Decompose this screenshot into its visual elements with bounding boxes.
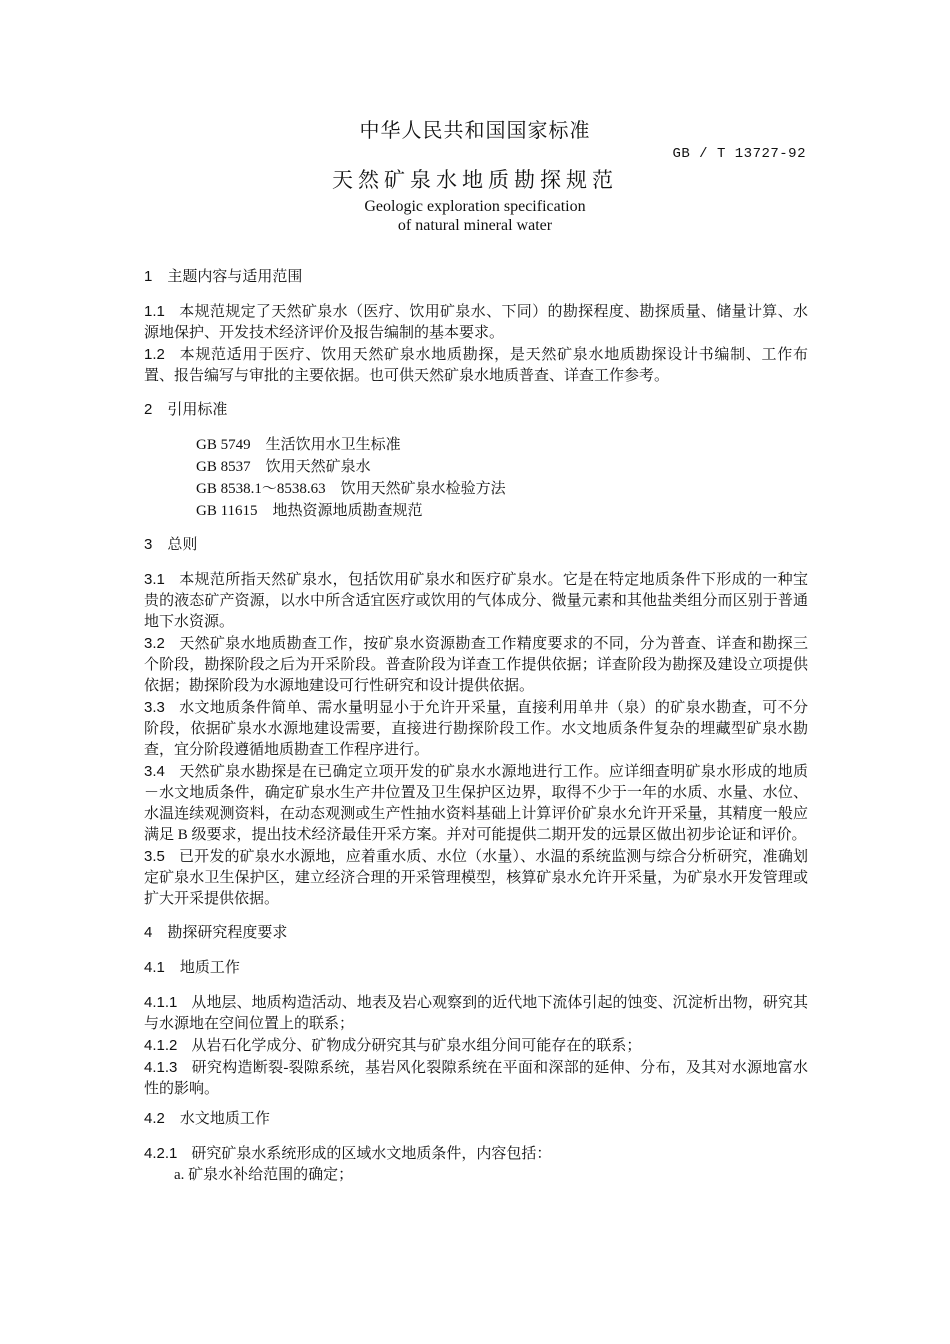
clause-3-4 — [144, 761, 808, 846]
reference-item: GB 8538.1～8538.63 饮用天然矿泉水检验方法 — [196, 481, 506, 497]
clause-number: 3.4 — [144, 763, 165, 780]
clause-number: 3.3 — [144, 699, 165, 716]
clause-text: 天然矿泉水勘探是在已确定立项开发的矿泉水水源地进行工作。应详细查明矿泉水形成的地质－水文地质条件，确定矿泉水生产井位置及卫生保护区边界，取得不少于一年的水质、水量、水位、水温连续观测资料，在动态观测或生产性抽水资料基础上计算评价矿泉水允许开采量，其精度一般应满足 B 级要求，提出技术经济最佳开采方案。并对可能提供二期开发的远景区做出初步论证和评价。 — [144, 764, 808, 843]
document-title: 天然矿泉水地质勘探规范 — [332, 169, 618, 192]
reference-item: GB 5749 生活饮用水卫生标准 — [196, 437, 401, 453]
english-title-line-2: of natural mineral water — [397, 217, 553, 234]
clause-text: 从岩石化学成分、矿物成分研究其与矿泉水组分间可能存在的联系； — [191, 1038, 642, 1054]
clause-number: 4.1.3 — [144, 1059, 178, 1076]
clause-text: 本规范所指天然矿泉水，包括饮用矿泉水和医疗矿泉水。它是在特定地质条件下形成的一种宝贵的液态矿产资源，以水中所含适宜医疗或饮用的气体成分、微量元素和其他盐类组分而区别于普通地下水资源。 — [144, 572, 808, 630]
subsection-4-2-heading: 4.2 水文地质工作 — [144, 1110, 270, 1127]
clause-text: 从地层、地质构造活动、地表及岩心观察到的近代地下流体引起的蚀变、沉淀析出物，研究其与水源地在空间位置上的联系； — [144, 995, 808, 1032]
clause-4-1-1 — [144, 992, 808, 1035]
clause-number: 1.1 — [144, 303, 165, 320]
clause-text: 天然矿泉水地质勘查工作，按矿泉水资源勘查工作精度要求的不同，分为普查、详查和勘探三个阶段，勘探阶段之后为开采阶段。普查阶段为详查工作提供依据；详查阶段为勘探及建设立项提供依据；勘探阶段为水源地建设可行性研究和设计提供依据。 — [144, 636, 808, 694]
reference-list — [196, 434, 808, 522]
clause-1-2 — [144, 344, 808, 387]
clause-3-1 — [144, 569, 808, 633]
section-1-heading: 1 主题内容与适用范围 — [144, 268, 303, 285]
clause-3-5 — [144, 846, 808, 910]
clause-text: 已开发的矿泉水水源地，应着重水质、水位（水量）、水温的系统监测与综合分析研究，准确划定矿泉水卫生保护区，建立经济合理的开采管理模型，核算矿泉水允许开采量，为矿泉水开发管理或扩大开采提供依据。 — [144, 849, 808, 907]
clause-number: 3.2 — [144, 635, 165, 652]
document-body — [144, 266, 808, 1186]
clause-text: 本规范规定了天然矿泉水（医疗、饮用矿泉水、下同）的勘探程度、勘探质量、储量计算、水源地保护、开发技术经济评价及报告编制的基本要求。 — [144, 304, 808, 341]
clause-number: 3.5 — [144, 848, 165, 865]
reference-item: GB 8537 饮用天然矿泉水 — [196, 459, 371, 475]
clause-text: 水文地质条件简单、需水量明显小于允许开采量，直接利用单井（泉）的矿泉水勘查，可不分阶段，依据矿泉水水源地建设需要，直接进行勘探阶段工作。水文地质条件复杂的埋藏型矿泉水勘查，宜分阶段遵循地质勘查工作程序进行。 — [144, 700, 808, 758]
clause-3-3 — [144, 697, 808, 761]
standard-title: 中华人民共和国国家标准 — [359, 120, 591, 142]
clause-4-1-3 — [144, 1057, 808, 1100]
clause-text: 本规范适用于医疗、饮用天然矿泉水地质勘探，是天然矿泉水地质勘探设计书编制、工作布置、报告编写与审批的主要依据。也可供天然矿泉水地质普查、详查工作参考。 — [144, 347, 808, 384]
section-3-heading: 3 总则 — [144, 536, 198, 553]
section-2-heading: 2 引用标准 — [144, 401, 228, 418]
english-title-line-1: Geologic exploration specification — [364, 198, 586, 215]
clause-4-1-2 — [144, 1035, 808, 1057]
list-item-a: a. 矿泉水补给范围的确定； — [174, 1167, 354, 1183]
english-title — [0, 197, 950, 235]
clause-4-2-1 — [144, 1143, 808, 1165]
clause-number: 4.2.1 — [144, 1145, 178, 1162]
clause-text: 研究构造断裂-裂隙系统，基岩风化裂隙系统在平面和深部的延伸、分布，及其对水源地富水性的影响。 — [144, 1060, 808, 1097]
clause-3-2 — [144, 633, 808, 697]
subsection-4-1-heading: 4.1 地质工作 — [144, 959, 240, 976]
clause-number: 3.1 — [144, 571, 165, 588]
clause-number: 4.1.2 — [144, 1037, 178, 1054]
reference-item: GB 11615 地热资源地质勘查规范 — [196, 503, 423, 519]
clause-1-1 — [144, 301, 808, 344]
standard-code: GB / T 13727-92 — [672, 146, 806, 162]
clause-number: 1.2 — [144, 346, 165, 363]
section-4-heading: 4 勘探研究程度要求 — [144, 924, 288, 941]
clause-number: 4.1.1 — [144, 994, 178, 1011]
clause-text: 研究矿泉水系统形成的区域水文地质条件，内容包括： — [191, 1146, 552, 1162]
